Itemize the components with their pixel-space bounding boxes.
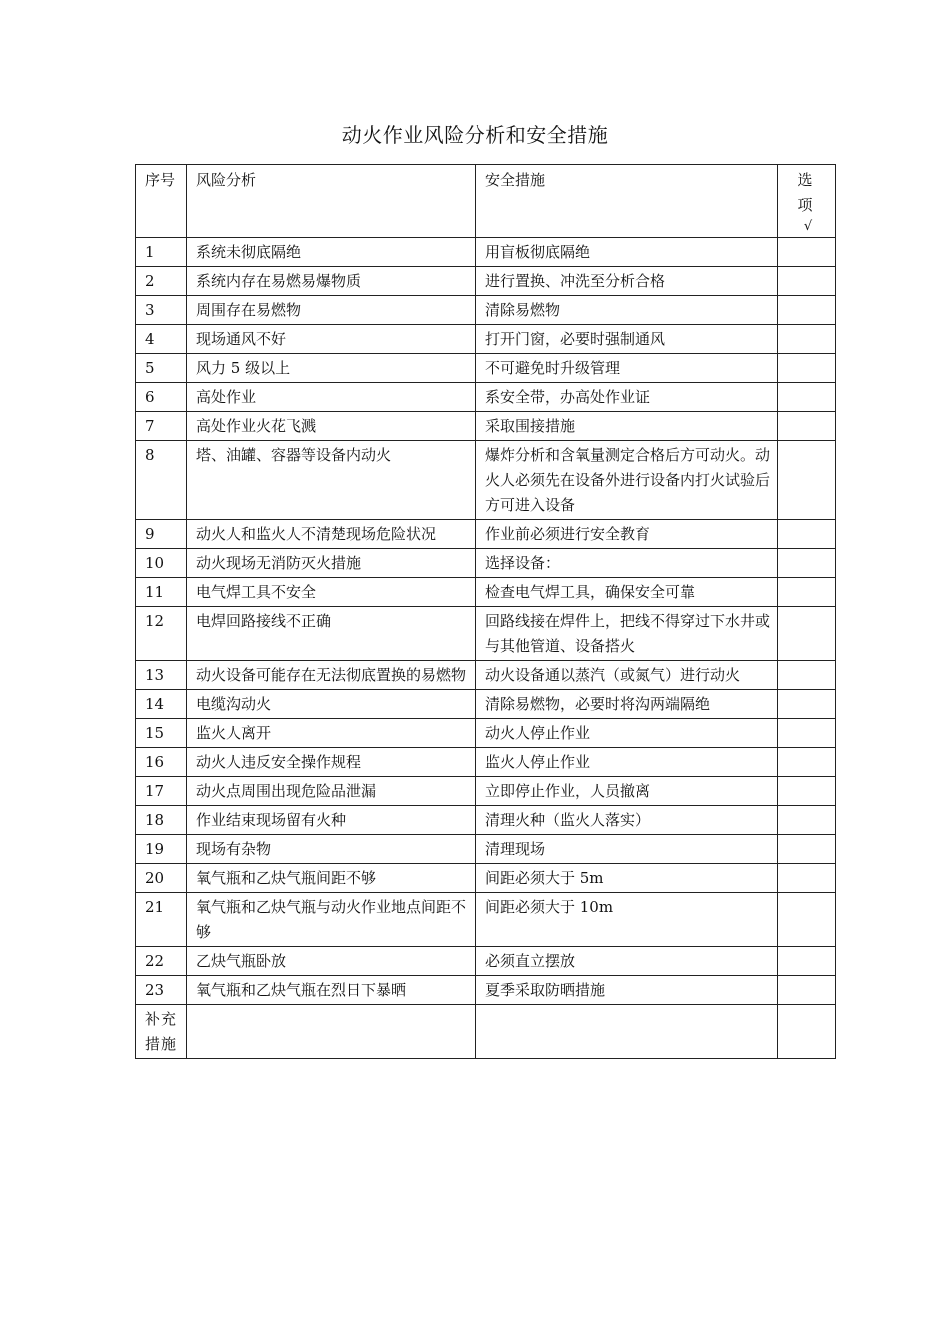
row-safety-measure: 不可避免时升级管理: [476, 354, 778, 383]
table-row: [136, 893, 836, 947]
row-safety-measure: 立即停止作业，人员撤离: [476, 777, 778, 806]
row-safety-measure: 进行置换、冲洗至分析合格: [476, 267, 778, 296]
row-serial-number: 11: [136, 578, 187, 607]
row-safety-measure: 清理现场: [476, 835, 778, 864]
table-row: [136, 719, 836, 748]
row-safety-measure: 动火人停止作业: [476, 719, 778, 748]
table-row: [136, 607, 836, 661]
row-safety-measure: 爆炸分析和含氧量测定合格后方可动火。动火人必须先在设备外进行设备内打火试验后方可进入设备: [476, 441, 778, 520]
table-row: [136, 325, 836, 354]
row-option-checkbox[interactable]: [778, 296, 836, 325]
checkmark-icon: √: [803, 219, 813, 234]
row-risk-analysis: 乙炔气瓶卧放: [187, 947, 476, 976]
header-risk-analysis: 风险分析: [187, 165, 476, 238]
table-row: [136, 238, 836, 267]
row-risk-analysis: 系统内存在易燃易爆物质: [187, 267, 476, 296]
row-serial-number: 7: [136, 412, 187, 441]
row-safety-measure: 系安全带，办高处作业证: [476, 383, 778, 412]
row-risk-analysis: 高处作业: [187, 383, 476, 412]
header-serial-number: 序号: [136, 165, 187, 238]
row-safety-measure: 必须直立摆放: [476, 947, 778, 976]
row-safety-measure: 用盲板彻底隔绝: [476, 238, 778, 267]
row-serial-number: 22: [136, 947, 187, 976]
row-option-checkbox[interactable]: [778, 777, 836, 806]
header-option-label: 选 项: [797, 171, 819, 214]
row-option-checkbox[interactable]: [778, 976, 836, 1005]
header-option: [778, 165, 836, 238]
table-row: [136, 520, 836, 549]
row-serial-number: 14: [136, 690, 187, 719]
table-row: [136, 354, 836, 383]
row-serial-number: 20: [136, 864, 187, 893]
table-row: [136, 690, 836, 719]
row-safety-measure: 监火人停止作业: [476, 748, 778, 777]
row-safety-measure: 采取围接措施: [476, 412, 778, 441]
row-option-checkbox[interactable]: [778, 864, 836, 893]
row-serial-number: 1: [136, 238, 187, 267]
table-row: [136, 806, 836, 835]
row-serial-number: 18: [136, 806, 187, 835]
row-option-checkbox[interactable]: [778, 549, 836, 578]
row-safety-measure: 打开门窗，必要时强制通风: [476, 325, 778, 354]
row-option-checkbox[interactable]: [778, 383, 836, 412]
row-serial-number: 9: [136, 520, 187, 549]
table-row: [136, 296, 836, 325]
row-serial-number: 19: [136, 835, 187, 864]
table-row: [136, 947, 836, 976]
risk-measures-table: [135, 164, 836, 1059]
row-risk-analysis: 动火人和监火人不清楚现场危险状况: [187, 520, 476, 549]
row-option-checkbox[interactable]: [778, 441, 836, 520]
row-option-checkbox[interactable]: [778, 690, 836, 719]
row-risk-analysis: 动火人违反安全操作规程: [187, 748, 476, 777]
table-row: [136, 578, 836, 607]
row-option-checkbox[interactable]: [778, 354, 836, 383]
row-risk-analysis: 电气焊工具不安全: [187, 578, 476, 607]
row-risk-analysis: 氧气瓶和乙炔气瓶间距不够: [187, 864, 476, 893]
row-serial-number: 5: [136, 354, 187, 383]
supplement-measure-field[interactable]: [476, 1005, 778, 1059]
row-serial-number: 16: [136, 748, 187, 777]
row-option-checkbox[interactable]: [778, 412, 836, 441]
supplement-row: [136, 1005, 836, 1059]
row-safety-measure: 清理火种（监火人落实）: [476, 806, 778, 835]
row-risk-analysis: 现场有杂物: [187, 835, 476, 864]
row-risk-analysis: 动火现场无消防灭火措施: [187, 549, 476, 578]
header-safety-measures: 安全措施: [476, 165, 778, 238]
row-serial-number: 12: [136, 607, 187, 661]
table-row: [136, 864, 836, 893]
row-risk-analysis: 氧气瓶和乙炔气瓶在烈日下暴晒: [187, 976, 476, 1005]
row-option-checkbox[interactable]: [778, 267, 836, 296]
row-option-checkbox[interactable]: [778, 947, 836, 976]
row-option-checkbox[interactable]: [778, 520, 836, 549]
table-row: [136, 748, 836, 777]
row-safety-measure: 夏季采取防晒措施: [476, 976, 778, 1005]
row-option-checkbox[interactable]: [778, 578, 836, 607]
page-title: 动火作业风险分析和安全措施: [341, 123, 609, 147]
row-risk-analysis: 电焊回路接线不正确: [187, 607, 476, 661]
row-risk-analysis: 高处作业火花飞溅: [187, 412, 476, 441]
table-row: [136, 661, 836, 690]
row-risk-analysis: 风力 5 级以上: [187, 354, 476, 383]
row-serial-number: 6: [136, 383, 187, 412]
row-option-checkbox[interactable]: [778, 607, 836, 661]
row-safety-measure: 动火设备通以蒸汽（或氮气）进行动火: [476, 661, 778, 690]
row-serial-number: 3: [136, 296, 187, 325]
row-risk-analysis: 电缆沟动火: [187, 690, 476, 719]
supplement-option-checkbox[interactable]: [778, 1005, 836, 1059]
table-row: [136, 412, 836, 441]
table-row: [136, 441, 836, 520]
row-serial-number: 21: [136, 893, 187, 947]
row-risk-analysis: 塔、油罐、容器等设备内动火: [187, 441, 476, 520]
row-serial-number: 15: [136, 719, 187, 748]
row-safety-measure: 选择设备：: [476, 549, 778, 578]
row-option-checkbox[interactable]: [778, 806, 836, 835]
supplement-label: 补充措施: [136, 1005, 187, 1059]
row-serial-number: 10: [136, 549, 187, 578]
row-option-checkbox[interactable]: [778, 893, 836, 947]
row-serial-number: 23: [136, 976, 187, 1005]
row-option-checkbox[interactable]: [778, 661, 836, 690]
table-row: [136, 835, 836, 864]
row-serial-number: 8: [136, 441, 187, 520]
table-row: [136, 777, 836, 806]
row-option-checkbox[interactable]: [778, 238, 836, 267]
row-option-checkbox[interactable]: [778, 748, 836, 777]
row-option-checkbox[interactable]: [778, 835, 836, 864]
row-safety-measure: 回路线接在焊件上，把线不得穿过下水井或与其他管道、设备搭火: [476, 607, 778, 661]
row-risk-analysis: 作业结束现场留有火种: [187, 806, 476, 835]
row-safety-measure: 清除易燃物: [476, 296, 778, 325]
row-risk-analysis: 周围存在易燃物: [187, 296, 476, 325]
row-risk-analysis: 动火点周围出现危险品泄漏: [187, 777, 476, 806]
row-safety-measure: 检查电气焊工具，确保安全可靠: [476, 578, 778, 607]
table-body: [136, 238, 836, 1059]
row-safety-measure: 作业前必须进行安全教育: [476, 520, 778, 549]
row-risk-analysis: 监火人离开: [187, 719, 476, 748]
row-risk-analysis: 氧气瓶和乙炔气瓶与动火作业地点间距不够: [187, 893, 476, 947]
row-option-checkbox[interactable]: [778, 719, 836, 748]
table-row: [136, 383, 836, 412]
row-serial-number: 17: [136, 777, 187, 806]
supplement-risk-field[interactable]: [187, 1005, 476, 1059]
row-safety-measure: 间距必须大于 10m: [476, 893, 778, 947]
table-row: [136, 267, 836, 296]
table-header-row: [136, 165, 836, 238]
row-option-checkbox[interactable]: [778, 325, 836, 354]
row-serial-number: 13: [136, 661, 187, 690]
table-row: [136, 976, 836, 1005]
row-safety-measure: 清除易燃物，必要时将沟两端隔绝: [476, 690, 778, 719]
row-risk-analysis: 现场通风不好: [187, 325, 476, 354]
row-safety-measure: 间距必须大于 5m: [476, 864, 778, 893]
row-serial-number: 4: [136, 325, 187, 354]
table-row: [136, 549, 836, 578]
row-serial-number: 2: [136, 267, 187, 296]
row-risk-analysis: 动火设备可能存在无法彻底置换的易燃物: [187, 661, 476, 690]
row-risk-analysis: 系统未彻底隔绝: [187, 238, 476, 267]
